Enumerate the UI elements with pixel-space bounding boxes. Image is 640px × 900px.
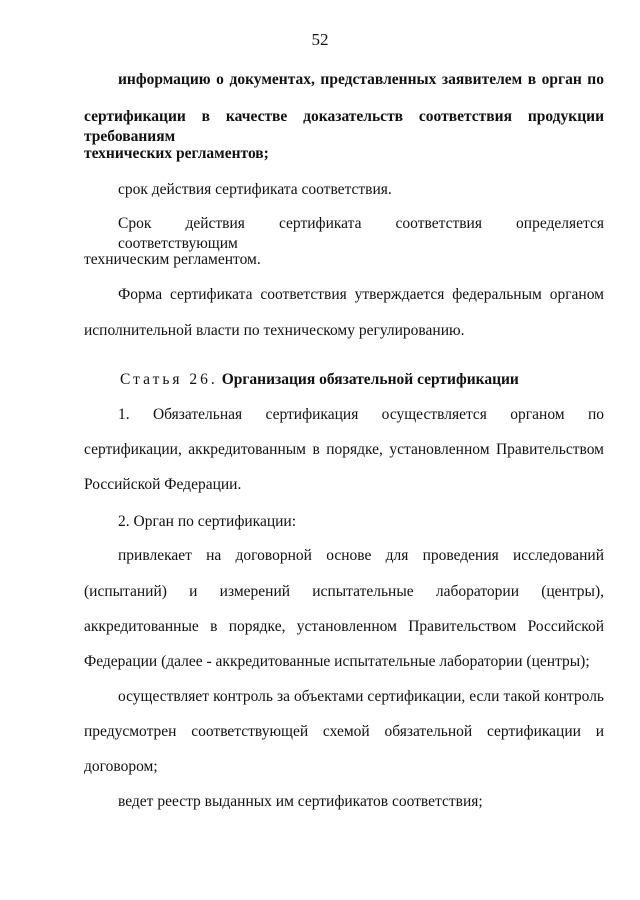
text-line: 1. Обязательная сертификация осуществляется органом по [118,406,604,423]
text-line: ведет реестр выданных им сертификатов соответствия; [118,793,483,810]
text-line: (испытаний) и измерений испытательные лаборатории (центры), [84,583,604,600]
text-line: технических регламентов; [84,145,269,162]
text-line: сертификации в качестве доказательств соответствия продукции требованиям [84,108,604,145]
article-heading [120,370,519,390]
text-line: аккредитованные в порядке, установленном Правительством Российской [84,618,604,635]
text-line: техническим регламентом. [84,251,261,268]
text-line: привлекает на договорной основе для проведения исследований [118,547,604,564]
text-line: исполнительной власти по техническому регулированию. [84,322,465,339]
text-line: предусмотрен соответствующей схемой обязательной сертификации и [84,723,604,740]
text-line: информацию о документах, представленных заявителем в орган по [118,71,604,88]
text-line: осуществляет контроль за объектами сертификации, если такой контроль [118,688,604,705]
text-line: срок действия сертификата соответствия. [118,181,392,198]
article-label: Статья 26. [120,371,218,388]
text-line: Российской Федерации. [84,476,242,493]
text-line: договором; [84,758,158,775]
text-line: Федерации (далее - аккредитованные испытательные лаборатории (центры); [84,653,590,670]
text-line: сертификации, аккредитованным в порядке, установленном Правительством [84,441,604,458]
article-title: Организация обязательной сертификации [221,371,519,388]
text-line: Срок действия сертификата соответствия определяется соответствующим [118,215,604,252]
page-number: 52 [311,30,329,49]
text-line: 2. Орган по сертификации: [118,513,297,530]
text-line: Форма сертификата соответствия утверждается федеральным органом [118,286,604,303]
